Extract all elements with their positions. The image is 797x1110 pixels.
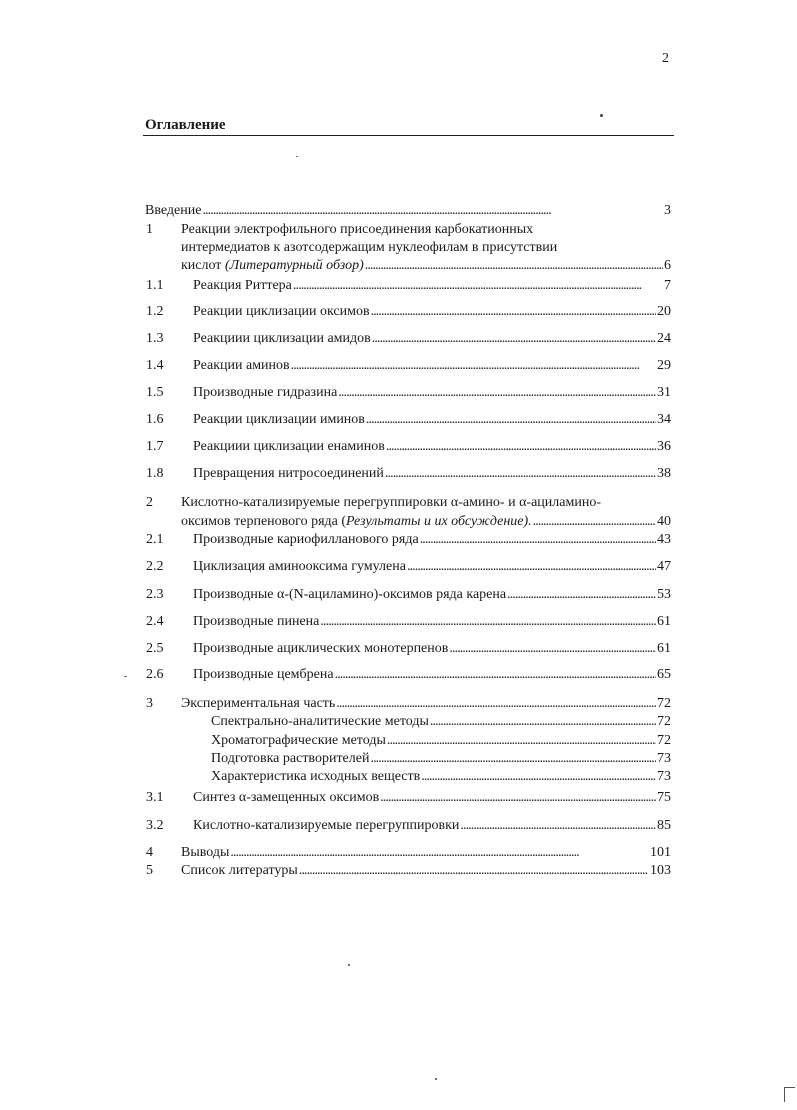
toc-entry-title: Реакции циклизации оксимов	[193, 304, 370, 319]
toc-section-3-1	[0, 788, 797, 808]
dot-leader	[449, 639, 656, 659]
toc-entry-title: Производные α-(N-ациламино)-оксимов ряда карена	[193, 587, 507, 602]
dot-leader	[387, 731, 656, 751]
dot-leader	[460, 816, 656, 836]
toc-entry-title: Производные цембрена	[193, 667, 334, 682]
toc-entry-title: Реакции циклизации иминов	[193, 412, 365, 427]
toc-entry-title: Превращения нитросоединений	[193, 466, 384, 481]
toc-section-2-4	[0, 612, 797, 632]
toc-entry-title: Производные кариофилланового ряда	[193, 532, 419, 547]
toc-chapter-1-line-1	[0, 220, 797, 240]
dot-leader	[380, 788, 656, 808]
toc-section-1-8	[0, 464, 797, 484]
toc-entry-title: Циклизация аминооксима гумулена	[193, 559, 406, 574]
dot-leader	[370, 749, 656, 769]
toc-entry-introduction	[0, 201, 797, 221]
toc-entry-number: 3	[146, 696, 153, 711]
toc-entry-title: Подготовка растворителей	[211, 751, 370, 766]
toc-section-2-3	[0, 585, 797, 605]
dot-leader	[372, 329, 656, 349]
toc-entry-page: 38	[657, 466, 671, 481]
toc-entry-page: 7	[664, 278, 671, 293]
toc-entry-page: 72	[657, 733, 671, 748]
toc-entry-page: 6	[664, 258, 671, 273]
toc-chapter-2-line-2	[0, 512, 797, 532]
toc-subentry	[0, 767, 797, 787]
toc-entry-page: 36	[657, 439, 671, 454]
toc-entry-page: 53	[657, 587, 671, 602]
dot-leader	[385, 464, 656, 484]
toc-entry-number: 3.1	[146, 790, 164, 805]
toc-subentry	[0, 731, 797, 751]
toc-entry-title: Спектрально-аналитические методы	[211, 714, 429, 729]
dot-leader	[335, 665, 656, 685]
scan-speck	[348, 964, 350, 966]
toc-entry-title: Характеристика исходных веществ	[211, 769, 421, 784]
toc-entry-title: Кислотно-катализируемые перегруппировки α-амино- и α-ациламино-	[181, 495, 601, 510]
toc-entry-title: Реакциии циклизации амидов	[193, 331, 371, 346]
toc-section-3-2	[0, 816, 797, 836]
toc-entry-page: 47	[657, 559, 671, 574]
toc-entry-number: 2.3	[146, 587, 164, 602]
dot-leader	[366, 410, 656, 430]
scan-speck	[435, 1078, 437, 1080]
toc-entry-page: 20	[657, 304, 671, 319]
toc-section-1-3	[0, 329, 797, 349]
toc-section-1-7	[0, 437, 797, 457]
toc-entry-page: 29	[657, 358, 671, 373]
dot-leader	[365, 256, 663, 276]
toc-entry-page: 65	[657, 667, 671, 682]
scan-speck	[296, 156, 298, 157]
toc-entry-title: Список литературы	[181, 863, 298, 878]
dot-leader	[293, 276, 663, 296]
toc-subentry	[0, 712, 797, 732]
toc-entry-title: Экспериментальная часть	[181, 696, 336, 711]
dot-leader	[420, 530, 656, 550]
toc-entry-number: 1.8	[146, 466, 164, 481]
toc-chapter-3	[0, 694, 797, 714]
toc-section-1-2	[0, 302, 797, 322]
toc-entry-number: 1.1	[146, 278, 164, 293]
toc-entry-title: Синтез α-замещенных оксимов	[193, 790, 380, 805]
dot-leader	[336, 694, 656, 714]
toc-chapter-1-line-2	[0, 238, 797, 258]
toc-entry-title: Кислотно-катализируемые перегруппировки	[193, 818, 460, 833]
toc-entry-number: 3.2	[146, 818, 164, 833]
toc-entry-number: 2.4	[146, 614, 164, 629]
toc-entry-page: 75	[657, 790, 671, 805]
toc-entry-title-continued: кислот (Литературный обзор)	[181, 258, 364, 273]
dot-leader	[371, 302, 656, 322]
toc-entry-page: 61	[657, 641, 671, 656]
toc-entry-page: 72	[657, 696, 671, 711]
toc-entry-number: 2.5	[146, 641, 164, 656]
toc-entry-title: Реакция Риттера	[193, 278, 292, 293]
toc-entry-page: 24	[657, 331, 671, 346]
toc-entry-page: 85	[657, 818, 671, 833]
toc-entry-page: 34	[657, 412, 671, 427]
page-title: Оглавление	[145, 117, 226, 133]
toc-entry-title-continued: интермедиатов к азотсодержащим нуклеофилам в присутствии	[181, 240, 558, 255]
toc-chapter-5	[0, 861, 797, 881]
toc-entry-number: 1.5	[146, 385, 164, 400]
toc-entry-title: Производные гидразина	[193, 385, 338, 400]
toc-chapter-4	[0, 843, 797, 863]
toc-entry-number: 1	[146, 222, 153, 237]
toc-entry-page: 40	[657, 514, 671, 529]
toc-entry-title: Производные пинена	[193, 614, 320, 629]
toc-entry-number: 2.6	[146, 667, 164, 682]
toc-entry-number: 5	[146, 863, 153, 878]
toc-entry-page: 73	[657, 769, 671, 784]
toc-section-1-5	[0, 383, 797, 403]
dot-leader	[338, 383, 656, 403]
toc-entry-title: Выводы	[181, 845, 230, 860]
dot-leader	[407, 557, 656, 577]
toc-entry-number: 2.1	[146, 532, 164, 547]
page-number: 2	[662, 51, 669, 66]
toc-entry-page: 61	[657, 614, 671, 629]
toc-entry-page: 73	[657, 751, 671, 766]
dot-leader	[230, 843, 649, 863]
toc-entry-title: Производные ациклических монотерпенов	[193, 641, 449, 656]
toc-entry-page: 3	[664, 203, 671, 218]
toc-entry-number: 1.3	[146, 331, 164, 346]
toc-section-1-4	[0, 356, 797, 376]
toc-section-1-1	[0, 276, 797, 296]
dot-leader	[421, 767, 656, 787]
toc-entry-number: 1.7	[146, 439, 164, 454]
toc-entry-page: 103	[650, 863, 671, 878]
dot-leader	[430, 712, 656, 732]
toc-entry-page: 31	[657, 385, 671, 400]
dot-leader	[386, 437, 656, 457]
dot-leader	[507, 585, 656, 605]
dot-leader	[299, 861, 649, 881]
toc-section-2-1	[0, 530, 797, 550]
crop-mark	[784, 1087, 795, 1102]
dot-leader	[320, 612, 656, 632]
toc-chapter-1-line-3	[0, 256, 797, 276]
toc-entry-page: 43	[657, 532, 671, 547]
toc-entry-number: 2	[146, 495, 153, 510]
dot-leader	[533, 512, 656, 532]
dot-leader	[291, 356, 656, 376]
scan-speck	[124, 676, 127, 677]
toc-entry-number: 1.2	[146, 304, 164, 319]
toc-entry-title: Хроматографические методы	[211, 733, 386, 748]
toc-entry-title-continued: оксимов терпенового ряда (Результаты и их обсуждение).	[181, 514, 532, 529]
toc-section-2-5	[0, 639, 797, 659]
toc-entry-number: 1.6	[146, 412, 164, 427]
toc-entry-title: Реакции аминов	[193, 358, 290, 373]
toc-section-2-6	[0, 665, 797, 685]
toc-entry-number: 4	[146, 845, 153, 860]
toc-entry-title: Введение	[145, 203, 202, 218]
toc-entry-number: 1.4	[146, 358, 164, 373]
toc-section-2-2	[0, 557, 797, 577]
toc-subentry	[0, 749, 797, 769]
toc-entry-page: 72	[657, 714, 671, 729]
dot-leader	[202, 201, 663, 221]
scan-speck	[600, 114, 603, 117]
toc-entry-page: 101	[650, 845, 671, 860]
toc-entry-title: Реакциии циклизации енаминов	[193, 439, 385, 454]
toc-chapter-2-line-1	[0, 493, 797, 513]
toc-entry-title: Реакции электрофильного присоединения карбокатионных	[181, 222, 534, 237]
toc-section-1-6	[0, 410, 797, 430]
toc-entry-number: 2.2	[146, 559, 164, 574]
